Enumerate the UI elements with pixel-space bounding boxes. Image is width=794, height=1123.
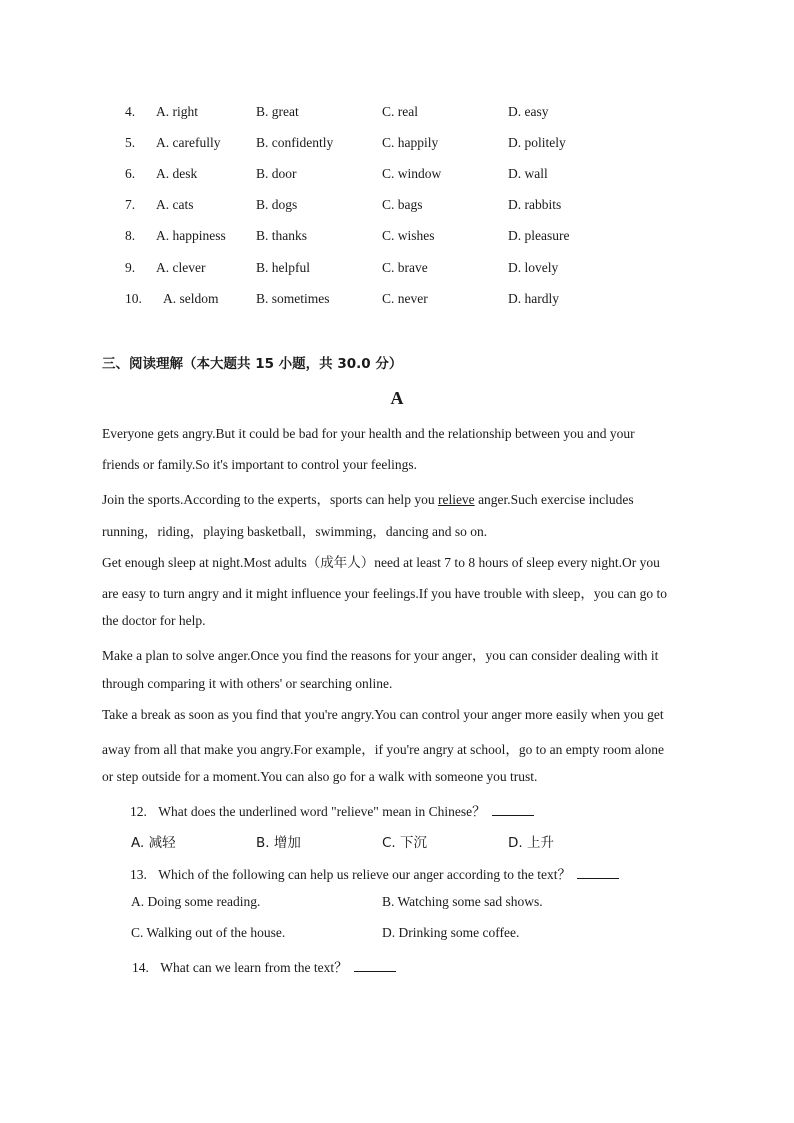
question-text: What can we learn from the text？ [160,960,348,975]
option-c: C. real [382,104,418,119]
option-a: A. seldom [163,291,219,306]
option-b: B. dogs [256,197,298,212]
question-number: 6. [125,166,136,181]
option-a: A. happiness [156,228,226,243]
option-b: B. door [256,166,297,181]
option-d: D. pleasure [508,228,570,243]
answer-blank[interactable] [354,959,396,972]
option-a: A. 减轻 [131,835,176,851]
option-d: D. politely [508,135,566,150]
question-12 [130,800,534,820]
question-number: 4. [125,104,136,119]
option-a: A. clever [156,260,206,275]
question-number: 14. [132,960,149,975]
passage-line: Everyone gets angry.But it could be bad for your health and the relationship between you and your [102,426,635,441]
question-number: 13. [130,867,147,882]
option-d: D. lovely [508,260,559,275]
answer-blank[interactable] [492,803,534,816]
option-a: A. right [156,104,198,119]
option-a: A. cats [156,197,194,212]
section-title: 三、阅读理解（本大题共 15 小题，共 30.0 分） [102,356,403,372]
option-c: C. window [382,166,442,181]
option-d: D. Drinking some coffee. [382,925,520,940]
passage-line: Get enough sleep at night.Most adults（成年人）need at least 7 to 8 hours of sleep every night.Or you [102,555,660,570]
passage-line [102,488,634,508]
option-d: D. hardly [508,291,559,306]
question-number: 12. [130,804,147,819]
option-c: C. Walking out of the house. [131,925,286,940]
passage-line: are easy to turn angry and it might influence your feelings.If you have trouble with sleep，you can go to [102,586,667,601]
option-b: B. sometimes [256,291,330,306]
option-d: D. wall [508,166,548,181]
option-c: C. brave [382,260,428,275]
question-number: 10. [125,291,142,306]
passage-line: friends or family.So it's important to control your feelings. [102,457,418,472]
option-a: A. Doing some reading. [131,894,261,909]
question-number: 7. [125,197,136,212]
question-number: 9. [125,260,136,275]
question-text: What does the underlined word "relieve" mean in Chinese？ [158,804,486,819]
question-number: 5. [125,135,136,150]
option-b: B. confidently [256,135,334,150]
question-number: 8. [125,228,136,243]
passage-line: Make a plan to solve anger.Once you find the reasons for your anger，you can consider dealing with it [102,648,659,663]
option-d: D. 上升 [508,835,554,851]
option-a: A. desk [156,166,198,181]
option-c: C. never [382,291,428,306]
question-13 [130,863,619,883]
option-d: D. rabbits [508,197,562,212]
option-c: C. wishes [382,228,435,243]
option-a: A. carefully [156,135,221,150]
underlined-word: relieve [437,492,475,507]
option-c: C. happily [382,135,439,150]
option-b: B. 增加 [256,835,301,851]
question-14 [132,956,396,976]
passage-line: away from all that make you angry.For example，if you're angry at school，go to an empty room alone [102,742,665,757]
passage-text: Join the sports.According to the experts，sports can help you [102,492,438,507]
answer-blank[interactable] [577,866,619,879]
passage-text: anger.Such exercise includes [474,492,634,507]
passage-line: running，riding，playing basketball，swimming，dancing and so on. [102,524,488,539]
option-b: B. thanks [256,228,308,243]
option-c: C. 下沉 [382,835,428,851]
option-b: B. great [256,104,299,119]
option-b: B. helpful [256,260,310,275]
option-c: C. bags [382,197,423,212]
passage-line: or step outside for a moment.You can also go for a walk with someone you trust. [102,769,538,784]
question-text: Which of the following can help us relieve our anger according to the text？ [158,867,571,882]
option-d: D. easy [508,104,549,119]
passage-line: the doctor for help. [102,613,206,628]
passage-line: through comparing it with others' or searching online. [102,676,393,691]
passage-line: Take a break as soon as you find that you're angry.You can control your anger more easily when you get [102,707,664,722]
option-b: B. Watching some sad shows. [382,894,543,909]
passage-title: A [390,388,404,408]
